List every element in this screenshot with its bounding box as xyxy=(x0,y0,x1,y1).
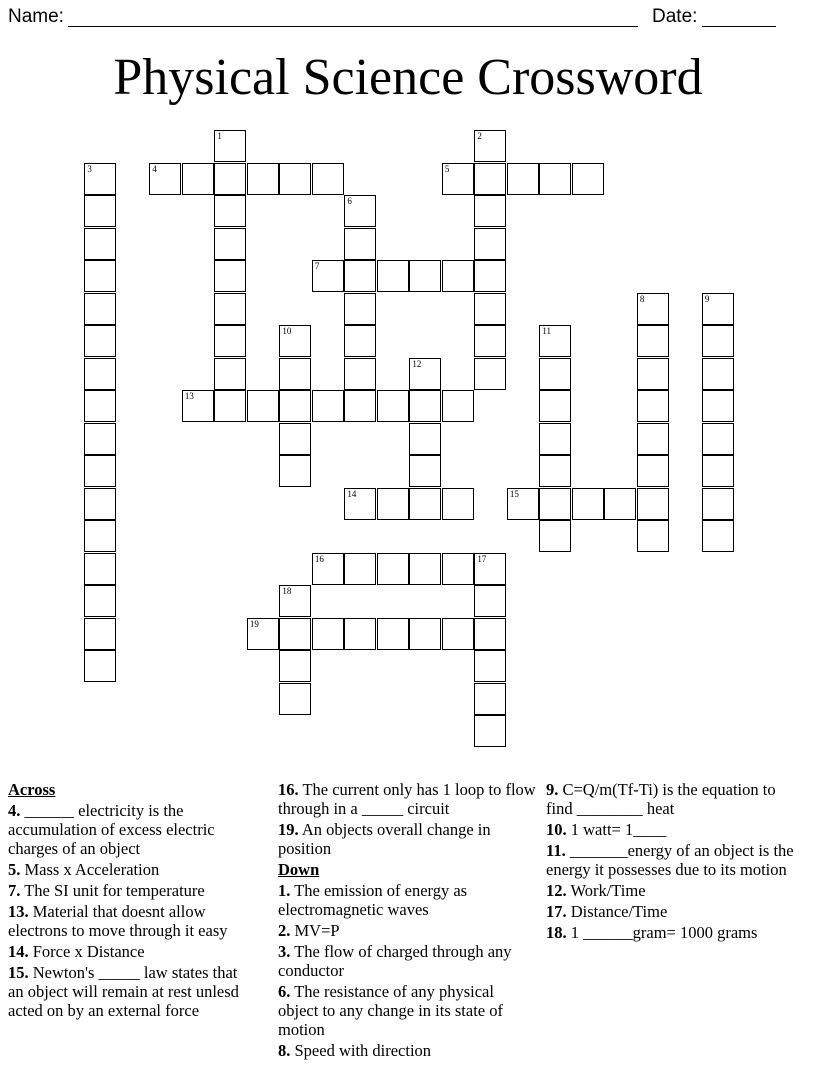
grid-cell[interactable] xyxy=(637,488,669,520)
clue-number: 10. xyxy=(546,820,567,839)
clue-down-11 xyxy=(546,841,804,879)
grid-cell[interactable] xyxy=(312,618,344,650)
cell-number: 9 xyxy=(704,293,710,304)
grid-cell[interactable] xyxy=(84,293,116,325)
grid-cell[interactable] xyxy=(442,488,474,520)
grid-cell[interactable] xyxy=(409,390,441,422)
grid-cell[interactable] xyxy=(279,423,311,455)
clue-text: The SI unit for temperature xyxy=(20,881,205,900)
date-label: Date: xyxy=(652,6,698,27)
grid-cell[interactable] xyxy=(702,325,734,357)
grid-cell[interactable] xyxy=(84,325,116,357)
grid-cell[interactable] xyxy=(377,260,409,292)
grid-cell[interactable] xyxy=(409,358,441,390)
grid-cell[interactable] xyxy=(474,358,506,390)
grid-cell[interactable] xyxy=(247,163,279,195)
grid-cell[interactable] xyxy=(474,715,506,747)
grid-cell[interactable] xyxy=(344,488,376,520)
grid-cell[interactable] xyxy=(84,488,116,520)
grid-cell[interactable] xyxy=(702,293,734,325)
grid-cell[interactable] xyxy=(637,293,669,325)
grid-cell[interactable] xyxy=(344,553,376,585)
clue-across-14 xyxy=(8,942,253,961)
grid-cell[interactable] xyxy=(474,293,506,325)
clues-column-2 xyxy=(278,780,536,1062)
clue-across-5 xyxy=(8,860,253,879)
cell-number: 4 xyxy=(152,163,157,174)
grid-cell[interactable] xyxy=(474,163,506,195)
clue-down-9 xyxy=(546,780,804,818)
grid-cell[interactable] xyxy=(312,260,344,292)
grid-cell[interactable] xyxy=(409,488,441,520)
cell-number: 10 xyxy=(282,326,292,337)
clue-text: The current only has 1 loop to flow through in a _____ circuit xyxy=(278,780,536,818)
cell-number: 8 xyxy=(639,293,645,304)
grid-cell[interactable] xyxy=(507,488,539,520)
clue-text: _______energy of an object is the energy it possesses due to its motion xyxy=(546,841,794,879)
clue-down-10 xyxy=(546,820,804,839)
grid-cell[interactable] xyxy=(702,358,734,390)
grid-cell[interactable] xyxy=(344,195,376,227)
grid-cell[interactable] xyxy=(214,260,246,292)
grid-cell[interactable] xyxy=(279,585,311,617)
clue-across-7 xyxy=(8,881,253,900)
cell-number: 5 xyxy=(444,163,450,174)
grid-cell[interactable] xyxy=(214,325,246,357)
clue-down-2 xyxy=(278,921,536,940)
grid-cell[interactable] xyxy=(214,228,246,260)
grid-cell[interactable] xyxy=(637,455,669,487)
clue-text: The emission of energy as electromagnetic waves xyxy=(278,881,468,919)
cell-number: 1 xyxy=(217,131,222,142)
clue-across-15 xyxy=(8,963,253,1020)
clue-down-17 xyxy=(546,902,804,921)
grid-cell[interactable] xyxy=(344,618,376,650)
grid-cell[interactable] xyxy=(279,163,311,195)
grid-cell[interactable] xyxy=(279,390,311,422)
grid-cell[interactable] xyxy=(279,650,311,682)
clue-number: 17. xyxy=(546,902,567,921)
grid-cell[interactable] xyxy=(539,163,571,195)
clue-number: 15. xyxy=(8,963,29,982)
clue-number: 14. xyxy=(8,942,29,961)
grid-cell[interactable] xyxy=(279,358,311,390)
grid-cell[interactable] xyxy=(84,650,116,682)
cell-number: 14 xyxy=(347,488,357,499)
grid-cell[interactable] xyxy=(377,553,409,585)
grid-cell[interactable] xyxy=(312,553,344,585)
grid-cell[interactable] xyxy=(247,618,279,650)
clue-text: Work/Time xyxy=(566,881,646,900)
clues-column-1 xyxy=(8,780,253,1022)
grid-cell[interactable] xyxy=(442,553,474,585)
grid-cell[interactable] xyxy=(539,325,571,357)
grid-cell[interactable] xyxy=(84,163,116,195)
grid-cell[interactable] xyxy=(539,520,571,552)
grid-cell[interactable] xyxy=(312,163,344,195)
clue-across-4 xyxy=(8,801,253,858)
clue-across-13 xyxy=(8,902,253,940)
grid-cell[interactable] xyxy=(702,520,734,552)
cell-number: 15 xyxy=(509,488,519,499)
grid-cell[interactable] xyxy=(442,163,474,195)
grid-cell[interactable] xyxy=(442,390,474,422)
grid-cell[interactable] xyxy=(182,390,214,422)
clue-number: 6. xyxy=(278,982,291,1001)
grid-cell[interactable] xyxy=(409,618,441,650)
clue-number: 12. xyxy=(546,881,567,900)
grid-cell[interactable] xyxy=(214,293,246,325)
grid-cell[interactable] xyxy=(84,520,116,552)
clue-text: Speed with direction xyxy=(290,1041,432,1060)
grid-cell[interactable] xyxy=(377,488,409,520)
clue-number: 4. xyxy=(8,801,21,820)
cell-number: 13 xyxy=(184,391,194,402)
cell-number: 17 xyxy=(477,553,487,564)
grid-cell[interactable] xyxy=(572,488,604,520)
clue-number: 18. xyxy=(546,923,567,942)
clue-number: 5. xyxy=(8,860,21,879)
grid-cell[interactable] xyxy=(84,423,116,455)
grid-cell[interactable] xyxy=(539,423,571,455)
grid-cell[interactable] xyxy=(84,195,116,227)
grid-cell[interactable] xyxy=(474,260,506,292)
clue-across-16 xyxy=(278,780,536,818)
clue-number: 1. xyxy=(278,881,291,900)
grid-cell[interactable] xyxy=(279,325,311,357)
grid-cell[interactable] xyxy=(214,195,246,227)
grid-cell[interactable] xyxy=(637,423,669,455)
grid-cell[interactable] xyxy=(474,325,506,357)
grid-cell[interactable] xyxy=(182,163,214,195)
name-label: Name: xyxy=(8,6,64,27)
page-title: Physical Science Crossword xyxy=(113,49,703,106)
grid-cell[interactable] xyxy=(84,553,116,585)
grid-cell[interactable] xyxy=(474,130,506,162)
clue-text: 1 watt= 1____ xyxy=(566,820,667,839)
clue-text: An objects overall change in position xyxy=(278,820,491,858)
clue-text: Force x Distance xyxy=(28,942,145,961)
clue-down-12 xyxy=(546,881,804,900)
grid-cell[interactable] xyxy=(702,488,734,520)
grid-cell[interactable] xyxy=(344,390,376,422)
clue-text: Material that doesnt allow electrons to move through it easy xyxy=(8,902,228,940)
grid-cell[interactable] xyxy=(474,195,506,227)
grid-cell[interactable] xyxy=(214,358,246,390)
grid-cell[interactable] xyxy=(279,455,311,487)
grid-cell[interactable] xyxy=(702,390,734,422)
grid-cell[interactable] xyxy=(409,553,441,585)
grid-cell[interactable] xyxy=(409,260,441,292)
clue-number: 9. xyxy=(546,780,559,799)
header xyxy=(8,4,808,30)
grid-cell[interactable] xyxy=(637,325,669,357)
clue-number: 16. xyxy=(278,780,299,799)
grid-cell[interactable] xyxy=(474,650,506,682)
clue-down-6 xyxy=(278,982,536,1039)
clues-column-3 xyxy=(546,780,804,944)
cell-number: 7 xyxy=(314,261,320,272)
name-field[interactable] xyxy=(68,26,638,27)
cell-number: 19 xyxy=(249,618,259,629)
clue-number: 13. xyxy=(8,902,29,921)
grid-cell[interactable] xyxy=(539,358,571,390)
grid-cell[interactable] xyxy=(572,163,604,195)
clue-down-1 xyxy=(278,881,536,919)
down-heading: Down xyxy=(278,860,320,879)
grid-cell[interactable] xyxy=(214,163,246,195)
grid-cell[interactable] xyxy=(344,260,376,292)
date-field[interactable] xyxy=(702,26,776,27)
grid-cell[interactable] xyxy=(539,455,571,487)
cell-number: 12 xyxy=(412,358,422,369)
grid-cell[interactable] xyxy=(474,585,506,617)
clue-down-3 xyxy=(278,942,536,980)
grid-cell[interactable] xyxy=(214,390,246,422)
grid-cell[interactable] xyxy=(84,585,116,617)
grid-cell[interactable] xyxy=(702,423,734,455)
grid-cell[interactable] xyxy=(539,390,571,422)
grid-cell[interactable] xyxy=(344,228,376,260)
grid-cell[interactable] xyxy=(637,358,669,390)
clue-text: Newton's _____ law states that an object will remain at rest unlesd acted on by an external force xyxy=(8,963,239,1020)
grid-cell[interactable] xyxy=(604,488,636,520)
clue-text: C=Q/m(Tf-Ti) is the equation to find ________ heat xyxy=(546,780,776,818)
grid-cell[interactable] xyxy=(474,683,506,715)
clue-text: 1 ______gram= 1000 grams xyxy=(566,923,758,942)
grid-cell[interactable] xyxy=(507,163,539,195)
grid-cell[interactable] xyxy=(312,390,344,422)
grid-cell[interactable] xyxy=(247,390,279,422)
grid-cell[interactable] xyxy=(84,358,116,390)
clue-text: MV=P xyxy=(290,921,340,940)
cell-number: 6 xyxy=(347,196,352,207)
grid-cell[interactable] xyxy=(84,228,116,260)
clue-number: 2. xyxy=(278,921,291,940)
clue-text: Mass x Acceleration xyxy=(20,860,160,879)
grid-cell[interactable] xyxy=(214,130,246,162)
across-heading: Across xyxy=(8,780,56,799)
clue-number: 11. xyxy=(546,841,566,860)
cell-number: 11 xyxy=(542,326,552,337)
grid-cell[interactable] xyxy=(442,260,474,292)
grid-cell[interactable] xyxy=(474,553,506,585)
cell-number: 3 xyxy=(87,163,92,174)
grid-cell[interactable] xyxy=(344,325,376,357)
grid-cell[interactable] xyxy=(377,618,409,650)
grid-cell[interactable] xyxy=(84,618,116,650)
grid-cell[interactable] xyxy=(409,455,441,487)
clue-down-18 xyxy=(546,923,804,942)
grid-cell[interactable] xyxy=(344,293,376,325)
grid-cell[interactable] xyxy=(442,618,474,650)
clue-text: The resistance of any physical object to any change in its state of motion xyxy=(278,982,503,1039)
grid-cell[interactable] xyxy=(637,520,669,552)
grid-cell[interactable] xyxy=(279,683,311,715)
cell-number: 16 xyxy=(314,553,324,564)
clue-text: The flow of charged through any conductor xyxy=(278,942,512,980)
grid-cell[interactable] xyxy=(84,260,116,292)
grid-cell[interactable] xyxy=(279,618,311,650)
clue-number: 3. xyxy=(278,942,291,961)
cell-number: 18 xyxy=(282,586,292,597)
grid-cell[interactable] xyxy=(474,228,506,260)
clue-number: 8. xyxy=(278,1041,291,1060)
grid-cell[interactable] xyxy=(84,455,116,487)
grid-cell[interactable] xyxy=(702,455,734,487)
grid-cell[interactable] xyxy=(84,390,116,422)
clue-number: 7. xyxy=(8,881,21,900)
clue-text: Distance/Time xyxy=(566,902,668,921)
grid-cell[interactable] xyxy=(377,390,409,422)
grid-cell[interactable] xyxy=(539,488,571,520)
cell-number: 2 xyxy=(477,131,482,142)
grid-cell[interactable] xyxy=(409,423,441,455)
clue-across-19 xyxy=(278,820,536,858)
grid-cell[interactable] xyxy=(149,163,181,195)
clue-text: ______ electricity is the accumulation of excess electric charges of an object xyxy=(8,801,215,858)
grid-cell[interactable] xyxy=(474,618,506,650)
clue-down-8 xyxy=(278,1041,536,1060)
grid-cell[interactable] xyxy=(344,358,376,390)
clue-number: 19. xyxy=(278,820,299,839)
grid-cell[interactable] xyxy=(637,390,669,422)
